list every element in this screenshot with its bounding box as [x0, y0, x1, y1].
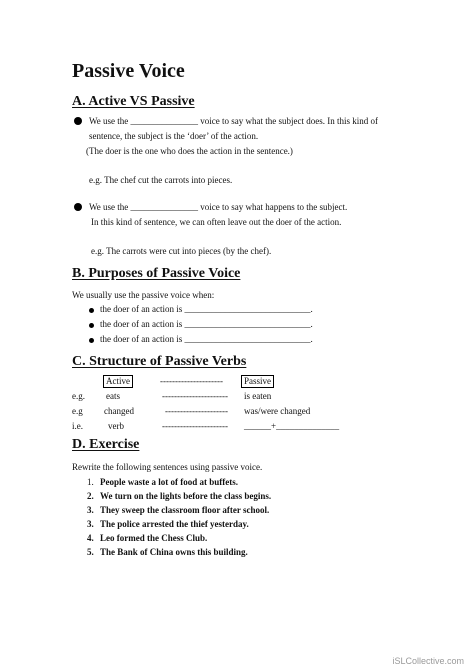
passive-header-box: Passive: [241, 375, 274, 388]
section-a-p2-line1: We use the _______________ voice to say what happens to the subject.: [89, 202, 348, 212]
section-a-p1-line3: (The doer is the one who does the action in the sentence.): [86, 146, 293, 156]
section-d-heading: D. Exercise: [72, 437, 140, 452]
row-passive: was/were changed: [244, 406, 311, 416]
active-header-box: Active: [103, 375, 133, 388]
section-a-heading: A. Active VS Passive: [72, 94, 195, 109]
section-b-item: the doer of an action is ____________________________.: [100, 319, 313, 329]
row-dashes: ---------------------: [165, 406, 228, 416]
bullet-icon: [74, 117, 82, 125]
bullet-icon: [89, 308, 94, 313]
section-a-p1-line2: sentence, the subject is the ‘doer’ of the action.: [89, 131, 259, 141]
row-passive: is eaten: [244, 391, 272, 401]
exercise-number: 3.: [87, 505, 94, 515]
bullet-icon: [89, 323, 94, 328]
row-active: verb: [108, 421, 124, 431]
exercise-item: The Bank of China owns this building.: [100, 547, 248, 557]
row-label: e.g: [72, 406, 83, 416]
row-dashes: ----------------------: [162, 391, 228, 401]
row-label: i.e.: [72, 421, 83, 431]
section-a-p1-example: e.g. The chef cut the carrots into pieces.: [89, 175, 233, 185]
section-a-p2-line2: In this kind of sentence, we can often leave out the doer of the action.: [91, 217, 342, 227]
exercise-item: They sweep the classroom floor after school.: [100, 505, 270, 515]
exercise-item: People waste a lot of food at buffets.: [100, 477, 238, 487]
section-b-item: the doer of an action is ____________________________.: [100, 334, 313, 344]
section-d-intro: Rewrite the following sentences using passive voice.: [72, 462, 263, 472]
row-active: eats: [106, 391, 120, 401]
exercise-number: 4.: [87, 533, 94, 543]
row-dashes: ----------------------: [162, 421, 228, 431]
row-passive: ______+______________: [244, 421, 340, 431]
bullet-icon: [74, 203, 82, 211]
row-label: e.g.: [72, 391, 85, 401]
row-active: changed: [104, 406, 134, 416]
header-dashes: ---------------------: [160, 376, 223, 386]
exercise-number: 3.: [87, 519, 94, 529]
exercise-item: Leo formed the Chess Club.: [100, 533, 208, 543]
section-a-p1-line1: We use the _______________ voice to say what the subject does. In this kind of: [89, 116, 378, 126]
page-title: Passive Voice: [72, 60, 185, 82]
bullet-icon: [89, 338, 94, 343]
exercise-item: The police arrested the thief yesterday.: [100, 519, 249, 529]
section-a-p2-example: e.g. The carrots were cut into pieces (by the chef).: [91, 246, 272, 256]
section-b-heading: B. Purposes of Passive Voice: [72, 266, 241, 281]
section-b-item: the doer of an action is ____________________________.: [100, 304, 313, 314]
section-b-intro: We usually use the passive voice when:: [72, 290, 215, 300]
exercise-number: 5.: [87, 547, 94, 557]
exercise-number: 1.: [87, 477, 94, 487]
section-c-heading: C. Structure of Passive Verbs: [72, 354, 247, 369]
exercise-number: 2.: [87, 491, 94, 501]
exercise-item: We turn on the lights before the class begins.: [100, 491, 272, 501]
watermark-footer: iSLCollective.com: [392, 656, 464, 666]
